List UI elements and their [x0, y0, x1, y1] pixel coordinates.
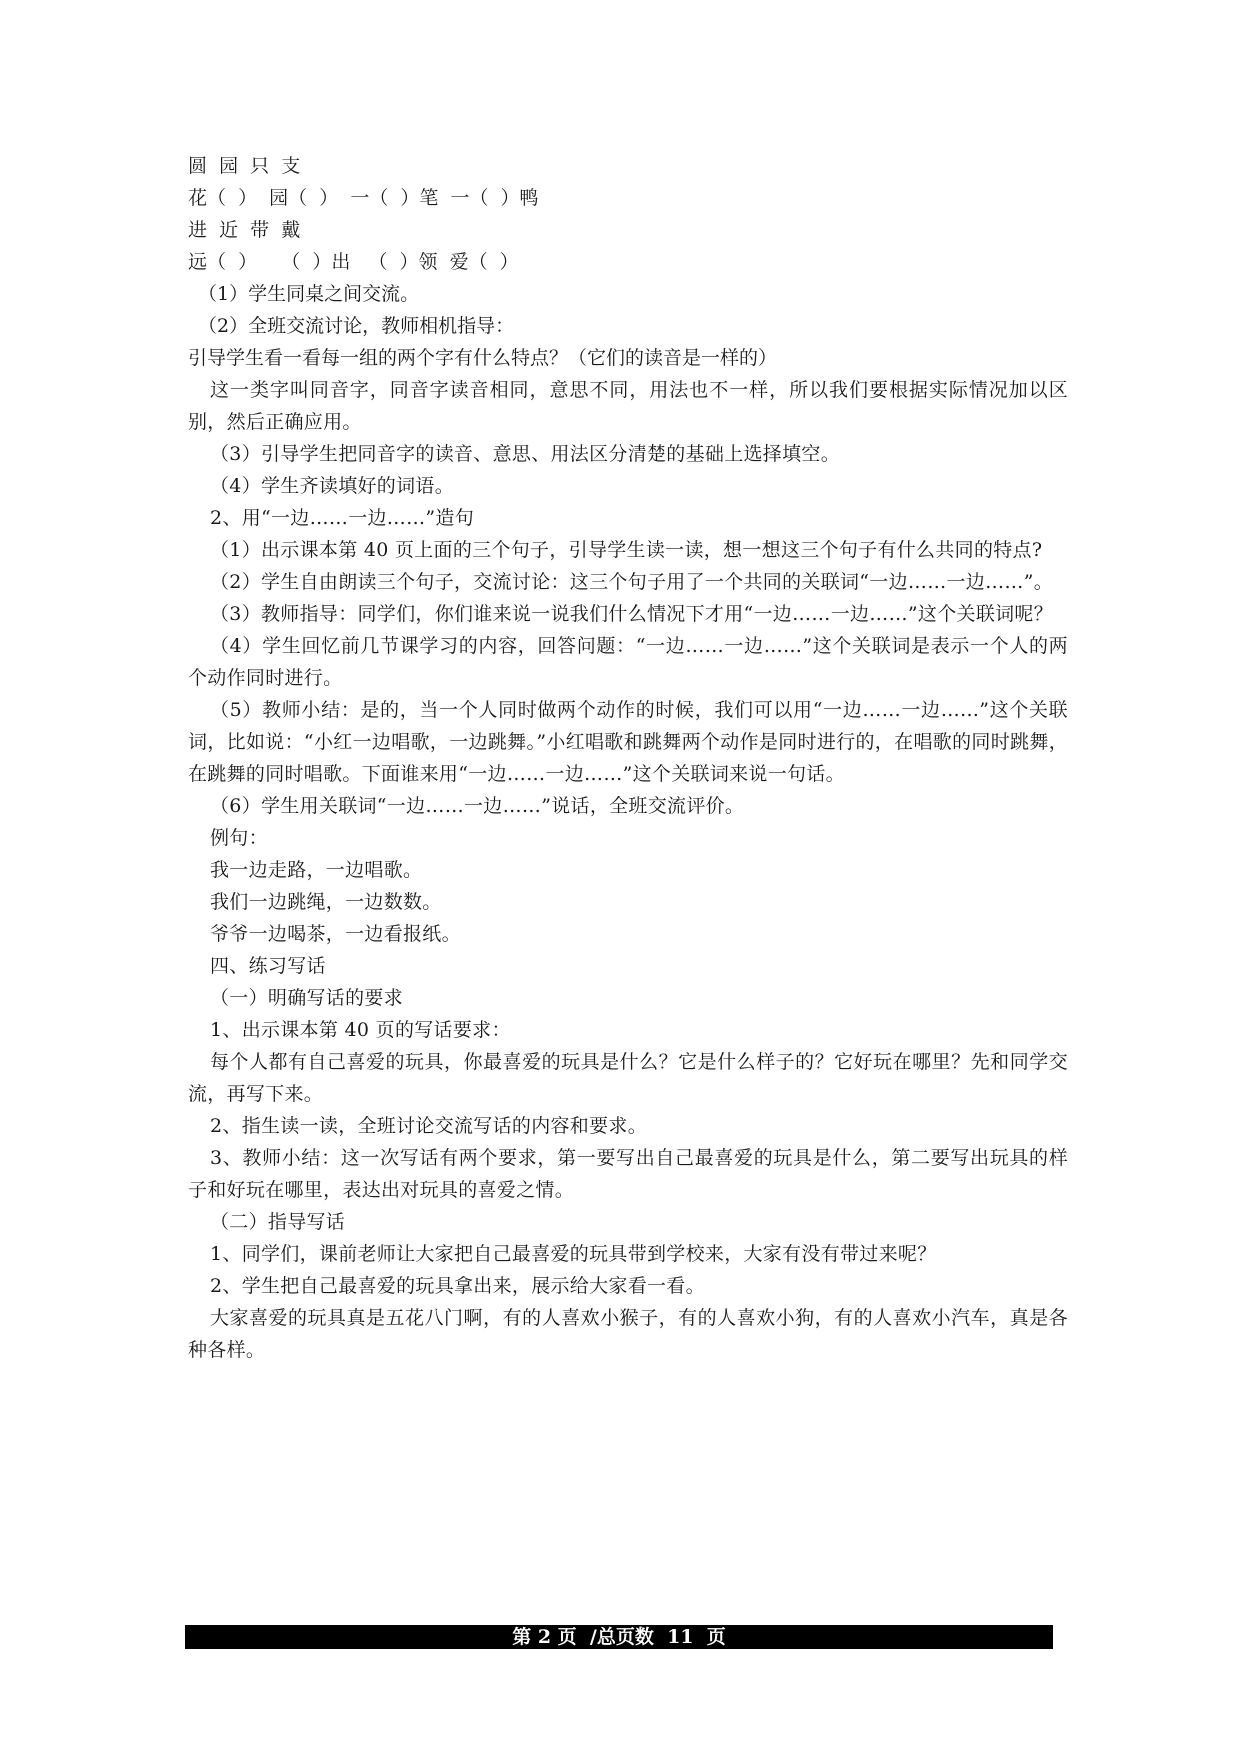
paragraph: （3）教师指导：同学们，你们谁来说一说我们什么情况下才用“一边……一边……”这个关联词呢？	[210, 603, 1054, 625]
section-heading: 四、练习写话	[210, 955, 326, 977]
paragraph: （6）学生用关联词“一边……一边……”说话，全班交流评价。	[210, 795, 745, 817]
paragraph: 每个人都有自己喜爱的玩具，你最喜爱的玩具是什么？它是什么样子的？它好玩在哪里？先和同学交流，再写下来。	[188, 1051, 1068, 1105]
paragraph: 3、教师小结：这一次写话有两个要求，第一要写出自己最喜爱的玩具是什么，第二要写出玩具的样子和好玩在哪里，表达出对玩具的喜爱之情。	[188, 1147, 1068, 1201]
paragraph: 大家喜爱的玩具真是五花八门啊，有的人喜欢小猴子，有的人喜欢小狗，有的人喜欢小汽车，真是各种各样。	[188, 1307, 1068, 1361]
example-sentence: 爷爷一边喝茶，一边看报纸。	[210, 923, 461, 945]
example-label: 例句：	[210, 827, 268, 849]
subsection-heading: （二）指导写话	[210, 1211, 346, 1233]
paragraph: （3）引导学生把同音字的读音、意思、用法区分清楚的基础上选择填空。	[210, 443, 840, 465]
word-group-1: 圆 园 只 支	[188, 155, 301, 177]
guide-line: 引导学生看一看每一组的两个字有什么特点？（它们的读音是一样的）	[188, 347, 778, 369]
subsection-heading: （一）明确写话的要求	[210, 987, 404, 1009]
paragraph: （4）学生回忆前几节课学习的内容，回答问题：“一边……一边……”这个关联词是表示一个人的两个动作同时进行。	[188, 635, 1068, 689]
paragraph: （2）学生自由朗读三个句子，交流讨论：这三个句子用了一个共同的关联词“一边……一边……”。	[210, 571, 1054, 593]
paragraph: 2、指生读一读，全班讨论交流写话的内容和要求。	[210, 1115, 647, 1137]
paragraph: （4）学生齐读填好的词语。	[210, 475, 454, 497]
example-sentence: 我一边走路，一边唱歌。	[210, 859, 423, 881]
section-heading: 2、用“一边……一边……”造句	[210, 507, 475, 529]
fill-blank-line-1: 花（ ） 园（ ） 一（ ）笔 一（ ）鸭	[188, 187, 539, 209]
fill-blank-line-2: 远（ ） （ ）出 （ ）领 爱（ ）	[188, 251, 519, 273]
paragraph: 这一类字叫同音字，同音字读音相同，意思不同，用法也不一样，所以我们要根据实际情况加以区别，然后正确应用。	[188, 379, 1068, 433]
document-body	[188, 150, 1068, 1366]
paragraph: （1）出示课本第 40 页上面的三个句子，引导学生读一读，想一想这三个句子有什么共同的特点?	[210, 539, 1043, 561]
step-line: （2）全班交流讨论，教师相机指导：	[198, 315, 515, 337]
example-sentence: 我们一边跳绳，一边数数。	[210, 891, 442, 913]
paragraph: 1、出示课本第 40 页的写话要求：	[210, 1019, 511, 1041]
paragraph: 2、学生把自己最喜爱的玩具拿出来，展示给大家看一看。	[210, 1275, 705, 1297]
page-footer: 第 2 页 /总页数 11 页	[185, 1625, 1053, 1649]
step-line: （1）学生同桌之间交流。	[198, 283, 420, 305]
word-group-2: 进 近 带 戴	[188, 219, 301, 241]
paragraph: （5）教师小结：是的，当一个人同时做两个动作的时候，我们可以用“一边……一边……”这个关联词，比如说：“小红一边唱歌，一边跳舞。”小红唱歌和跳舞两个动作是同时进行的，在唱歌的同时跳舞，在跳舞的同时唱歌。下面谁来用“一边……一边……”这个关联词来说一句话。	[188, 699, 1068, 785]
paragraph: 1、同学们，课前老师让大家把自己最喜爱的玩具带到学校来，大家有没有带过来呢？	[210, 1243, 937, 1265]
